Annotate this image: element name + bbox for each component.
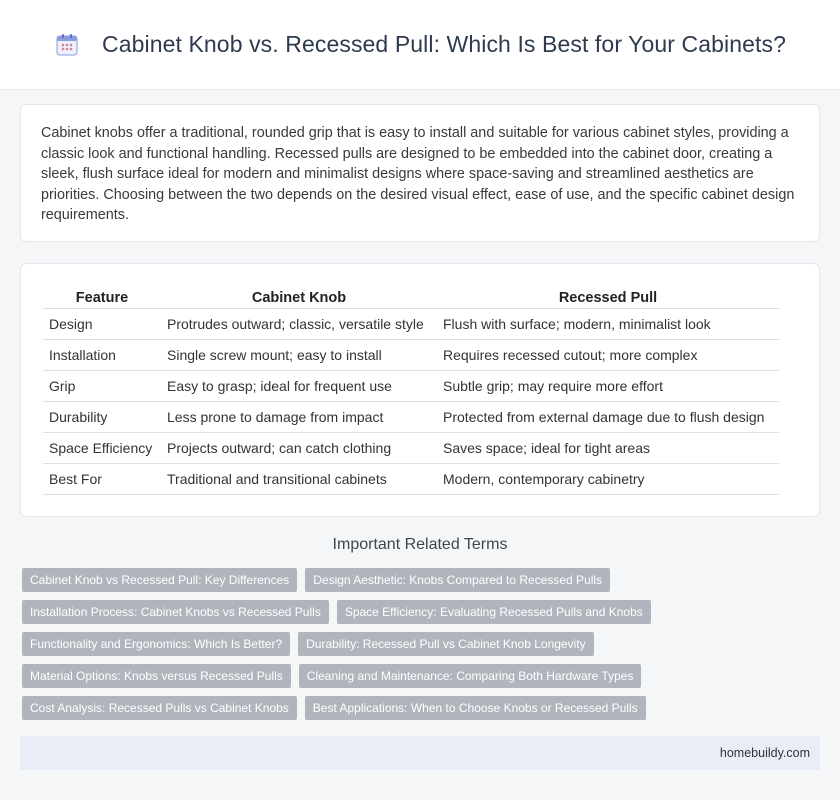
table-header-row <box>43 289 779 308</box>
feature-cell: Design <box>43 308 161 339</box>
table-row <box>43 432 779 463</box>
table-row <box>43 308 779 339</box>
comparison-card <box>20 263 820 517</box>
table-row <box>43 401 779 432</box>
intro-card <box>20 104 820 242</box>
knob-cell: Less prone to damage from impact <box>161 401 437 432</box>
page-title: Cabinet Knob vs. Recessed Pull: Which Is Best for Your Cabinets? <box>102 31 786 57</box>
footer-site-link[interactable]: homebuildy.com <box>719 746 810 760</box>
feature-cell: Durability <box>43 401 161 432</box>
page-header <box>0 0 840 90</box>
table-row <box>43 339 779 370</box>
page-footer <box>20 736 820 770</box>
feature-cell: Best For <box>43 463 161 494</box>
pull-cell: Protected from external damage due to flush design <box>437 401 779 432</box>
tag-row <box>22 632 822 656</box>
header-cabinet-knob: Cabinet Knob <box>251 290 347 307</box>
header-recessed-pull: Recessed Pull <box>558 290 658 307</box>
table-row <box>43 463 779 494</box>
related-term-link[interactable]: Cost Analysis: Recessed Pulls vs Cabinet Knobs <box>22 696 297 720</box>
related-terms-title: Important Related Terms <box>332 536 508 553</box>
feature-cell: Installation <box>43 339 161 370</box>
feature-cell: Grip <box>43 370 161 401</box>
comparison-table <box>43 289 779 495</box>
pull-cell: Subtle grip; may require more effort <box>437 370 779 401</box>
feature-cell: Space Efficiency <box>43 432 161 463</box>
related-terms-list <box>22 568 822 728</box>
tag-row <box>22 696 822 720</box>
knob-cell: Single screw mount; easy to install <box>161 339 437 370</box>
related-term-link[interactable]: Space Efficiency: Evaluating Recessed Pulls and Knobs <box>337 600 651 624</box>
tag-row <box>22 664 822 688</box>
tag-row <box>22 600 822 624</box>
table-row <box>43 370 779 401</box>
pull-cell: Saves space; ideal for tight areas <box>437 432 779 463</box>
knob-cell: Traditional and transitional cabinets <box>161 463 437 494</box>
pull-cell: Flush with surface; modern, minimalist look <box>437 308 779 339</box>
pull-cell: Modern, contemporary cabinetry <box>437 463 779 494</box>
related-term-link[interactable]: Installation Process: Cabinet Knobs vs Recessed Pulls <box>22 600 329 624</box>
related-term-link[interactable]: Best Applications: When to Choose Knobs or Recessed Pulls <box>305 696 646 720</box>
related-term-link[interactable]: Design Aesthetic: Knobs Compared to Recessed Pulls <box>305 568 610 592</box>
related-term-link[interactable]: Cleaning and Maintenance: Comparing Both Hardware Types <box>299 664 642 688</box>
tag-row <box>22 568 822 592</box>
knob-cell: Projects outward; can catch clothing <box>161 432 437 463</box>
pull-cell: Requires recessed cutout; more complex <box>437 339 779 370</box>
intro-text: Cabinet knobs offer a traditional, rounded grip that is easy to install and suitable for various cabinet styles, providing a classic look and functional handling. Recessed pulls are designed to be embedded into the cabinet door, creating a sleek, flush surface ideal for modern and minimalist designs where space-saving and streamlined aesthetics are priorities. Choosing between the two depends on the desired visual effect, ease of use, and the specific cabinet design requirements. <box>41 125 795 224</box>
knob-cell: Protrudes outward; classic, versatile style <box>161 308 437 339</box>
related-term-link[interactable]: Durability: Recessed Pull vs Cabinet Knob Longevity <box>298 632 593 656</box>
knob-cell: Easy to grasp; ideal for frequent use <box>161 370 437 401</box>
calendar-icon <box>54 32 80 58</box>
related-term-link[interactable]: Functionality and Ergonomics: Which Is Better? <box>22 632 290 656</box>
header-feature: Feature <box>75 290 129 307</box>
related-term-link[interactable]: Material Options: Knobs versus Recessed Pulls <box>22 664 291 688</box>
related-term-link[interactable]: Cabinet Knob vs Recessed Pull: Key Differences <box>22 568 297 592</box>
